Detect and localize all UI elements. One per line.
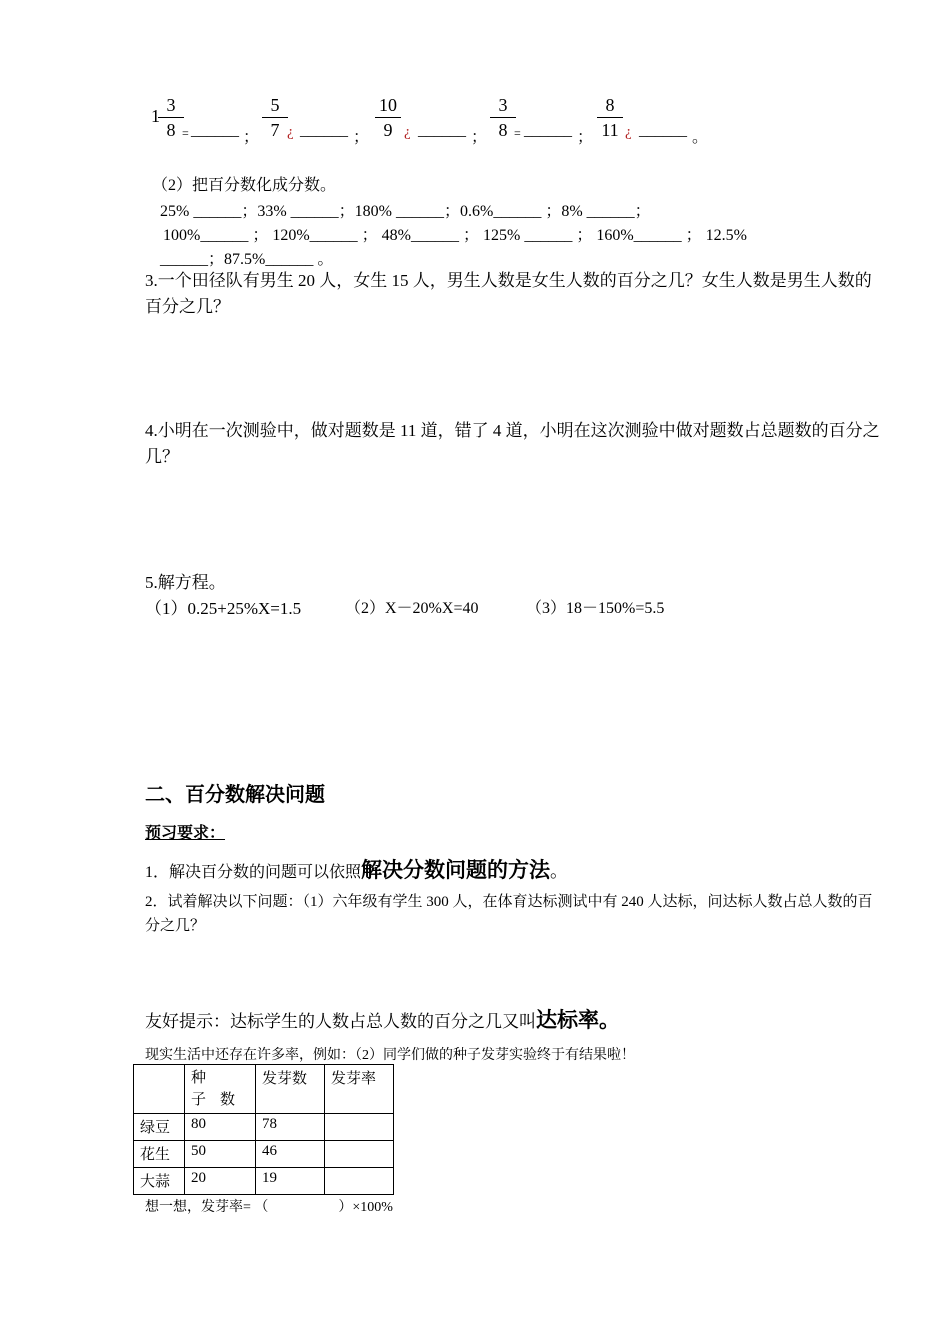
- item-1-text: 1．解决百分数的问题可以依照: [145, 864, 362, 881]
- mixed-whole: 1: [151, 106, 160, 126]
- denominator: 8: [166, 120, 176, 140]
- percent-line-1: 25% ______；33% ______；180% ______；0.6%______ ；8% ______；: [160, 203, 651, 220]
- separator: 。: [692, 129, 709, 146]
- separator: ；: [243, 129, 260, 146]
- fraction-bar: [375, 117, 401, 118]
- equation-3: （3）18－150%=5.5: [526, 600, 665, 617]
- item-1-end: 。: [550, 861, 569, 881]
- header-cell: 发芽率: [325, 1065, 394, 1114]
- percent-line-2: 100%______ ； 120%______ ； 48%______ ； 125% ______ ； 160%______ ； 12.5%: [163, 227, 747, 244]
- table-cell: 20: [185, 1168, 256, 1195]
- broken-char-mark: ¿: [404, 124, 411, 140]
- friendly-tip: [145, 1004, 620, 1034]
- answer-blank[interactable]: ______: [191, 122, 239, 139]
- numerator: 3: [498, 95, 508, 115]
- equals-sign: =: [182, 126, 189, 140]
- part2-title: （2）把百分数化成分数。: [152, 177, 337, 194]
- table-cell: 50: [185, 1141, 256, 1168]
- fraction-3: [375, 94, 401, 141]
- fraction-bar: [158, 117, 184, 118]
- item-1-emphasis: 解决分数问题的方法: [361, 858, 551, 882]
- answer-blank[interactable]: ______: [300, 122, 348, 139]
- item-1: [145, 854, 568, 884]
- fraction-2: [262, 94, 288, 141]
- table-cell: 19: [256, 1168, 325, 1195]
- numerator: 8: [605, 95, 615, 115]
- question-4: 4.小明在一次测验中，做对题数是 11 道，错了 4 道，小明在这次测验中做对题数占总题数的百分之几？: [145, 421, 880, 466]
- separator: ；: [353, 129, 370, 146]
- percent-line-3: ______；87.5%______ 。: [160, 251, 334, 268]
- question-3: 3.一个田径队有男生 20 人，女生 15 人，男生人数是女生人数的百分之几？女生人数是男生人数的百分之几？: [145, 271, 872, 316]
- tip-text: 友好提示：达标学生的人数占总人数的百分之几又叫: [145, 1012, 536, 1031]
- table-cell[interactable]: [325, 1141, 394, 1168]
- table-row: [134, 1114, 394, 1141]
- fraction-4: [490, 94, 516, 141]
- item-2: 2．试着解决以下问题：（1）六年级有学生 300 人，在体育达标测试中有 240 人达标，问达标人数占总人数的百分之几？: [145, 894, 873, 934]
- fraction-bar: [490, 117, 516, 118]
- denominator: 7: [270, 120, 280, 140]
- fraction-5: [597, 94, 623, 141]
- answer-blank[interactable]: ______: [639, 122, 687, 139]
- think-formula: 想一想，发芽率= （ ）×100%: [145, 1200, 393, 1215]
- header-cell: [185, 1065, 256, 1114]
- separator: ；: [577, 129, 594, 146]
- life-examples: 现实生活中还存在许多率，例如：（2）同学们做的种子发芽实验终于有结果啦！: [145, 1048, 635, 1063]
- fraction-bar: [597, 117, 623, 118]
- numerator: 10: [379, 95, 397, 115]
- separator: ；: [471, 129, 488, 146]
- question-5-title: 5.解方程。: [145, 573, 226, 592]
- table-cell[interactable]: [325, 1168, 394, 1195]
- header-cell: [134, 1065, 185, 1114]
- table-cell: 大蒜: [134, 1168, 185, 1195]
- numerator: 5: [270, 95, 280, 115]
- table-cell[interactable]: [325, 1114, 394, 1141]
- table-row: [134, 1141, 394, 1168]
- fraction-bar: [262, 117, 288, 118]
- header-cell: 发芽数: [256, 1065, 325, 1114]
- equation-2: （2）X－20%X=40: [345, 600, 479, 617]
- table-row: [134, 1168, 394, 1195]
- equals-sign: =: [514, 126, 521, 140]
- equation-1: （1）0.25+25%X=1.5: [145, 599, 302, 618]
- denominator: 8: [498, 120, 508, 140]
- tip-emphasis: 达标率。: [536, 1008, 620, 1032]
- broken-char-mark: ¿: [625, 124, 632, 140]
- table-cell: 80: [185, 1114, 256, 1141]
- table-cell: 46: [256, 1141, 325, 1168]
- table-cell: 78: [256, 1114, 325, 1141]
- denominator: 9: [383, 120, 393, 140]
- broken-char-mark: ¿: [287, 124, 294, 140]
- denominator: 11: [601, 120, 619, 140]
- table-header-row: [134, 1065, 394, 1114]
- section-heading: 二、百分数解决问题: [145, 782, 325, 806]
- answer-blank[interactable]: ______: [418, 122, 466, 139]
- answer-blank[interactable]: ______: [524, 122, 572, 139]
- table-cell: 花生: [134, 1141, 185, 1168]
- table-cell: 绿豆: [134, 1114, 185, 1141]
- fraction-1: [158, 94, 184, 141]
- germination-table: [133, 1064, 394, 1195]
- header-seed-count: 种 子数: [191, 1070, 250, 1108]
- prep-requirements: 预习要求：: [145, 823, 226, 842]
- numerator: 3: [166, 95, 176, 115]
